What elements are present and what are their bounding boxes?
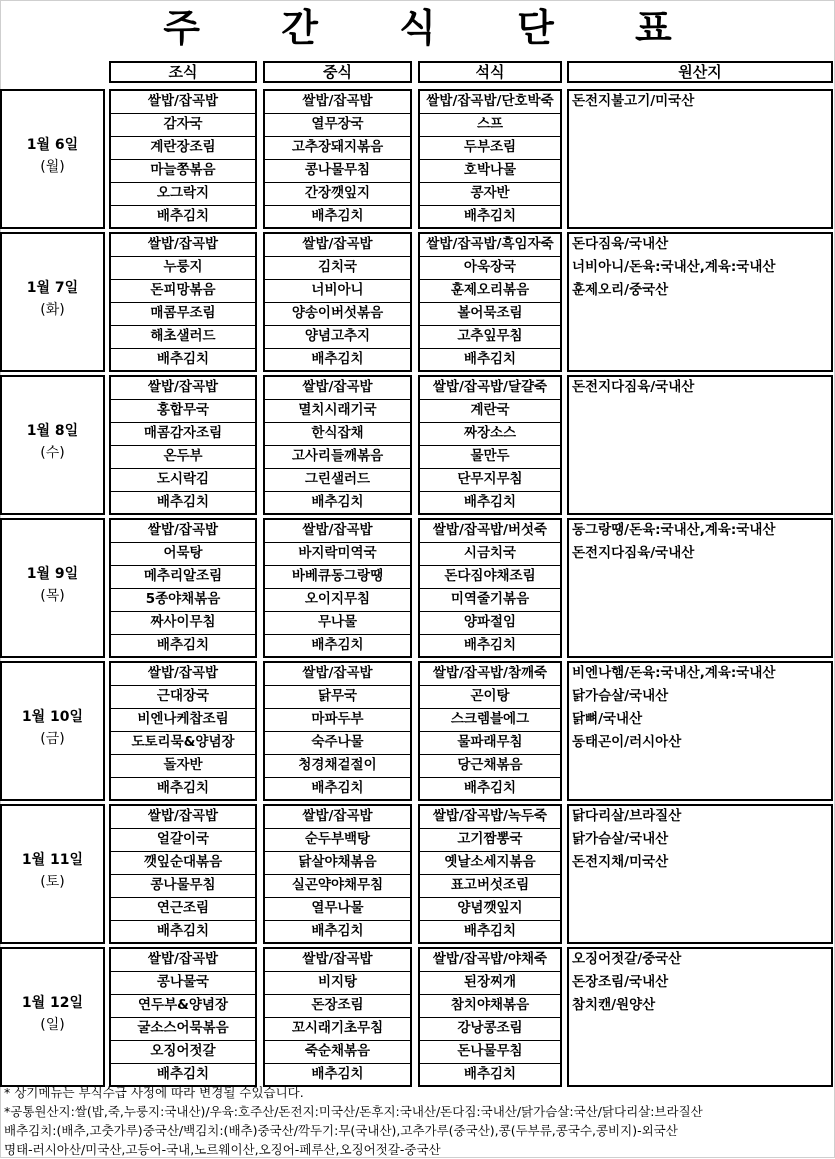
lunch-item: 바지락미역국 (298, 545, 377, 561)
lunch-item: 죽순채볶음 (304, 1043, 371, 1059)
cell-divider (111, 445, 255, 446)
lunch-item: 청경채겉절이 (298, 757, 377, 773)
dinner-item: 옛날소세지볶음 (444, 854, 536, 870)
day-weekday: (금) (40, 731, 65, 747)
origin-item: 돈다짐육/국내산 (572, 236, 669, 252)
cell-divider (111, 685, 255, 686)
cell-divider (111, 159, 255, 160)
cell-divider (265, 634, 410, 635)
breakfast-item: 배추김치 (156, 637, 210, 653)
cell-divider (111, 708, 255, 709)
dinner-item: 쌀밥/잡곡밥/야채죽 (432, 951, 548, 967)
cell-divider (111, 874, 255, 875)
cell-divider (111, 777, 255, 778)
breakfast-item: 연근조림 (156, 900, 210, 916)
cell-divider (265, 399, 410, 400)
lunch-item: 고추장돼지볶음 (291, 139, 384, 155)
breakfast-item: 매콤감자조림 (143, 425, 223, 441)
dinner-item: 곤이탕 (470, 688, 510, 704)
day-date: 1월 11일 (21, 852, 84, 868)
cell-divider (265, 874, 410, 875)
breakfast-item: 오그락지 (156, 185, 210, 201)
breakfast-item: 쌀밥/잡곡밥 (147, 522, 219, 538)
cell-divider (265, 445, 410, 446)
dinner-item: 물파래무침 (457, 734, 523, 750)
breakfast-item: 배추김치 (156, 923, 210, 939)
day-weekday: (월) (40, 159, 65, 175)
breakfast-item: 쌀밥/잡곡밥 (147, 951, 219, 967)
lunch-item: 쌀밥/잡곡밥 (302, 93, 373, 109)
dinner-item: 단무지무침 (457, 471, 523, 487)
lunch-item: 배추김치 (311, 780, 364, 796)
cell-divider (111, 279, 255, 280)
dinner-item: 시금치국 (463, 545, 517, 561)
dinner-item: 돈나물무침 (457, 1043, 523, 1059)
cell-divider (420, 279, 560, 280)
day-weekday: (수) (40, 445, 65, 461)
lunch-item: 콩나물무침 (304, 162, 371, 178)
cell-divider (111, 611, 255, 612)
cell-divider (111, 399, 255, 400)
lunch-item: 무나물 (317, 614, 358, 630)
cell-divider (265, 611, 410, 612)
lunch-item: 비지탕 (317, 974, 358, 990)
cell-divider (265, 136, 410, 137)
breakfast-item: 누룽지 (163, 259, 203, 275)
dinner-item: 아욱장국 (463, 259, 517, 275)
cell-divider (111, 1017, 255, 1018)
lunch-item: 고사리들깨볶음 (291, 448, 384, 464)
cell-divider (420, 325, 560, 326)
cell-divider (265, 851, 410, 852)
cell-divider (265, 422, 410, 423)
lunch-item: 간장깻잎지 (304, 185, 371, 201)
cell-divider (111, 588, 255, 589)
lunch-item: 쌀밥/잡곡밥 (302, 236, 373, 252)
dinner-item: 호박나물 (463, 162, 517, 178)
dinner-item: 양파절임 (463, 614, 517, 630)
lunch-item: 쌀밥/잡곡밥 (302, 665, 373, 681)
dinner-item: 쌀밥/잡곡밥/버섯죽 (432, 522, 548, 538)
header-breakfast: 조식 (109, 61, 257, 83)
origin-item: 돈전지다짐육/국내산 (572, 379, 695, 395)
cell-divider (265, 897, 410, 898)
cell-divider (265, 348, 410, 349)
lunch-item: 쌀밥/잡곡밥 (302, 522, 373, 538)
lunch-item: 한식잡채 (311, 425, 364, 441)
cell-divider (265, 828, 410, 829)
cell-divider (111, 851, 255, 852)
breakfast-item: 콩나물국 (156, 974, 210, 990)
cell-divider (420, 468, 560, 469)
cell-divider (420, 422, 560, 423)
lunch-item: 꼬시래기초무침 (291, 1020, 384, 1036)
cell-divider (420, 445, 560, 446)
breakfast-item: 어묵탕 (163, 545, 203, 561)
dinner-item: 쌀밥/잡곡밥/참깨죽 (432, 665, 548, 681)
lunch-item: 오이지무침 (304, 591, 371, 607)
day-date: 1월 9일 (26, 566, 79, 582)
cell-divider (265, 777, 410, 778)
lunch-item: 배추김치 (311, 1066, 364, 1082)
day-weekday: (일) (40, 1017, 65, 1033)
lunch-item: 배추김치 (311, 351, 364, 367)
page-title: 주 간 식 단 표 (163, 6, 706, 50)
cell-divider (265, 971, 410, 972)
dinner-item: 미역줄기볶음 (450, 591, 530, 607)
cell-divider (111, 754, 255, 755)
header-lunch: 중식 (263, 61, 412, 83)
cell-divider (111, 731, 255, 732)
origin-item: 돈장조림/국내산 (572, 974, 669, 990)
cell-divider (420, 399, 560, 400)
cell-divider (111, 325, 255, 326)
cell-divider (265, 256, 410, 257)
day-date: 1월 6일 (26, 137, 79, 153)
dinner-item: 배추김치 (463, 1066, 517, 1082)
cell-divider (420, 920, 560, 921)
day-date: 1월 8일 (26, 423, 79, 439)
cell-divider (111, 828, 255, 829)
dinner-item: 콩자반 (470, 185, 510, 201)
cell-divider (111, 348, 255, 349)
lunch-item: 양송이버섯볶음 (291, 305, 384, 321)
breakfast-item: 배추김치 (156, 351, 210, 367)
breakfast-item: 쌀밥/잡곡밥 (147, 236, 219, 252)
lunch-item: 그린샐러드 (304, 471, 371, 487)
dinner-item: 계란국 (470, 402, 510, 418)
origin-item: 닭가슴살/국내산 (572, 688, 669, 704)
cell-divider (265, 754, 410, 755)
cell-divider (265, 708, 410, 709)
origin-item: 참치캔/원양산 (572, 997, 656, 1013)
cell-divider (111, 205, 255, 206)
breakfast-item: 오징어젓갈 (150, 1043, 216, 1059)
lunch-item: 닭살야채볶음 (298, 854, 377, 870)
origin-item: 닭다리살/브라질산 (572, 808, 682, 824)
lunch-item: 바베큐동그랑땡 (291, 568, 384, 584)
origin-item: 훈제오리/중국산 (572, 282, 669, 298)
cell-divider (420, 136, 560, 137)
lunch-item: 열무장국 (311, 116, 364, 132)
footer-line: *공통원산지:쌀(밥,죽,누룽지:국내산)/우육:호주산/돈전지:미국산/돈후지:국내산/돈다짐:국내산/닭가슴살:국산/닭다리살:브라질산 (4, 1104, 703, 1119)
breakfast-item: 얼갈이국 (156, 831, 210, 847)
breakfast-item: 배추김치 (156, 780, 210, 796)
footer-line: 명태-러시아산/미국산,고등어-국내,노르웨이산,오징어-페루산,오징어젓갈-중국산 (4, 1142, 441, 1157)
cell-divider (420, 565, 560, 566)
dinner-item: 훈제오리볶음 (450, 282, 530, 298)
lunch-item: 닭무국 (317, 688, 358, 704)
cell-divider (265, 1017, 410, 1018)
cell-divider (420, 588, 560, 589)
dinner-item: 쌀밥/잡곡밥/흑임자죽 (426, 236, 554, 252)
breakfast-item: 마늘쫑볶음 (150, 162, 216, 178)
cell-divider (111, 1063, 255, 1064)
breakfast-item: 굴소스어묵볶음 (137, 1020, 229, 1036)
dinner-item: 표고버섯조림 (450, 877, 530, 893)
dinner-item: 쌀밥/잡곡밥/달걀죽 (432, 379, 548, 395)
lunch-item: 마파두부 (311, 711, 364, 727)
dinner-item: 배추김치 (463, 637, 517, 653)
lunch-item: 쌀밥/잡곡밥 (302, 951, 373, 967)
breakfast-item: 온두부 (163, 448, 203, 464)
lunch-item: 순두부백탕 (304, 831, 371, 847)
lunch-item: 배추김치 (311, 494, 364, 510)
day-weekday: (화) (40, 302, 65, 318)
dinner-item: 쌀밥/잡곡밥/단호박죽 (426, 93, 554, 109)
cell-divider (265, 1063, 410, 1064)
cell-divider (111, 1040, 255, 1041)
cell-divider (111, 182, 255, 183)
header-dinner: 석식 (418, 61, 562, 83)
lunch-item: 배추김치 (311, 208, 364, 224)
cell-divider (111, 971, 255, 972)
cell-divider (420, 159, 560, 160)
breakfast-item: 배추김치 (156, 1066, 210, 1082)
origin-item: 닭뼈/국내산 (572, 711, 643, 727)
origin-item: 동태곤이/러시아산 (572, 734, 682, 750)
dinner-item: 배추김치 (463, 208, 517, 224)
cell-divider (265, 279, 410, 280)
origin-item: 너비아니/돈육:국내산,계육:국내산 (572, 259, 776, 275)
cell-divider (420, 731, 560, 732)
cell-divider (265, 920, 410, 921)
cell-divider (265, 468, 410, 469)
dinner-item: 배추김치 (463, 780, 517, 796)
breakfast-item: 쌀밥/잡곡밥 (147, 93, 219, 109)
cell-divider (265, 325, 410, 326)
breakfast-item: 해초샐러드 (150, 328, 216, 344)
day-date: 1월 7일 (26, 280, 79, 296)
cell-divider (265, 542, 410, 543)
dinner-item: 고기짬뽕국 (457, 831, 523, 847)
cell-divider (265, 491, 410, 492)
cell-divider (111, 422, 255, 423)
cell-divider (420, 491, 560, 492)
breakfast-item: 5종야채볶음 (145, 591, 221, 607)
lunch-item: 너비아니 (311, 282, 364, 298)
day-date: 1월 12일 (21, 995, 84, 1011)
dinner-item: 짜장소스 (463, 425, 517, 441)
lunch-item: 양념고추지 (304, 328, 371, 344)
cell-divider (265, 1040, 410, 1041)
lunch-item: 열무나물 (311, 900, 364, 916)
cell-divider (111, 113, 255, 114)
cell-divider (111, 256, 255, 257)
origin-item: 동그랑땡/돈육:국내산,계육:국내산 (572, 522, 776, 538)
dinner-item: 배추김치 (463, 494, 517, 510)
cell-divider (420, 634, 560, 635)
cell-divider (420, 777, 560, 778)
cell-divider (111, 302, 255, 303)
cell-divider (111, 897, 255, 898)
lunch-item: 배추김치 (311, 923, 364, 939)
cell-divider (420, 708, 560, 709)
lunch-item: 멸치시래기국 (298, 402, 377, 418)
cell-divider (420, 685, 560, 686)
cell-divider (420, 611, 560, 612)
lunch-item: 쌀밥/잡곡밥 (302, 379, 373, 395)
dinner-item: 쌀밥/잡곡밥/녹두죽 (432, 808, 548, 824)
cell-divider (111, 468, 255, 469)
breakfast-item: 도시락김 (156, 471, 210, 487)
cell-divider (420, 256, 560, 257)
cell-divider (420, 1017, 560, 1018)
dinner-item: 참치야채볶음 (450, 997, 530, 1013)
cell-divider (111, 542, 255, 543)
cell-divider (420, 1063, 560, 1064)
breakfast-item: 감자국 (163, 116, 203, 132)
lunch-item: 돈장조림 (311, 997, 364, 1013)
origin-item: 오징어젓갈/중국산 (572, 951, 682, 967)
breakfast-item: 배추김치 (156, 208, 210, 224)
breakfast-item: 돈피망볶음 (150, 282, 216, 298)
lunch-item: 쌀밥/잡곡밥 (302, 808, 373, 824)
origin-item: 돈전지다짐육/국내산 (572, 545, 695, 561)
cell-divider (111, 634, 255, 635)
breakfast-item: 콩나물무침 (150, 877, 216, 893)
cell-divider (111, 565, 255, 566)
dinner-item: 돈다짐야채조림 (444, 568, 536, 584)
header-origin: 원산지 (567, 61, 833, 83)
cell-divider (420, 897, 560, 898)
cell-divider (265, 731, 410, 732)
breakfast-item: 배추김치 (156, 494, 210, 510)
origin-item: 닭가슴살/국내산 (572, 831, 669, 847)
cell-divider (420, 113, 560, 114)
cell-divider (420, 542, 560, 543)
cell-divider (420, 348, 560, 349)
day-weekday: (토) (40, 874, 65, 890)
breakfast-item: 쌀밥/잡곡밥 (147, 665, 219, 681)
cell-divider (265, 113, 410, 114)
cell-divider (265, 685, 410, 686)
breakfast-item: 쌀밥/잡곡밥 (147, 379, 219, 395)
breakfast-item: 비엔나케찹조림 (137, 711, 229, 727)
cell-divider (420, 851, 560, 852)
cell-divider (420, 302, 560, 303)
lunch-item: 실곤약야채무침 (291, 877, 384, 893)
cell-divider (420, 205, 560, 206)
breakfast-item: 계란장조림 (150, 139, 216, 155)
cell-divider (265, 205, 410, 206)
dinner-item: 양념깻잎지 (457, 900, 523, 916)
breakfast-item: 근대장국 (156, 688, 210, 704)
footer-line: * 상기메뉴는 부식수급 사정에 따라 변경될 수있습니다. (4, 1085, 304, 1100)
breakfast-item: 깻잎순대볶음 (143, 854, 223, 870)
lunch-item: 김치국 (317, 259, 358, 275)
day-weekday: (목) (40, 588, 65, 604)
cell-divider (420, 754, 560, 755)
origin-item: 돈전지채/미국산 (572, 854, 669, 870)
cell-divider (265, 565, 410, 566)
lunch-item: 숙주나물 (311, 734, 364, 750)
dinner-item: 강낭콩조림 (457, 1020, 523, 1036)
cell-divider (111, 136, 255, 137)
breakfast-item: 짜사이무침 (150, 614, 216, 630)
cell-divider (420, 874, 560, 875)
cell-divider (111, 994, 255, 995)
breakfast-item: 매콤무조림 (150, 305, 216, 321)
dinner-item: 두부조림 (463, 139, 517, 155)
dinner-item: 배추김치 (463, 351, 517, 367)
dinner-item: 고추잎무침 (457, 328, 523, 344)
breakfast-item: 쌀밥/잡곡밥 (147, 808, 219, 824)
breakfast-item: 메추리알조림 (143, 568, 223, 584)
cell-divider (265, 994, 410, 995)
day-date: 1월 10일 (21, 709, 84, 725)
breakfast-item: 홍합무국 (156, 402, 210, 418)
cell-divider (420, 1040, 560, 1041)
cell-divider (265, 182, 410, 183)
breakfast-item: 연두부&양념장 (137, 997, 229, 1013)
cell-divider (420, 994, 560, 995)
cell-divider (111, 920, 255, 921)
dinner-item: 당근채볶음 (457, 757, 523, 773)
origin-item: 돈전지불고기/미국산 (572, 93, 695, 109)
dinner-item: 된장찌개 (463, 974, 517, 990)
dinner-item: 배추김치 (463, 923, 517, 939)
footer-line: 배추김치:(배추,고춧가루)중국산/백김치:(배추)중국산/깍두기:무(국내산),고추가루(중국산),콩(두부류,콩국수,콩비지)-외국산 (4, 1123, 678, 1138)
cell-divider (420, 828, 560, 829)
lunch-item: 배추김치 (311, 637, 364, 653)
dinner-item: 스크렘블에그 (450, 711, 530, 727)
cell-divider (265, 302, 410, 303)
dinner-item: 물만두 (470, 448, 510, 464)
cell-divider (111, 491, 255, 492)
breakfast-item: 도토리묵&양념장 (131, 734, 235, 750)
cell-divider (265, 588, 410, 589)
cell-divider (265, 159, 410, 160)
breakfast-item: 돌자반 (163, 757, 203, 773)
origin-item: 비엔나햄/돈육:국내산,계육:국내산 (572, 665, 776, 681)
cell-divider (420, 182, 560, 183)
dinner-item: 스프 (476, 116, 504, 132)
dinner-item: 볼어묵조림 (457, 305, 523, 321)
cell-divider (420, 971, 560, 972)
